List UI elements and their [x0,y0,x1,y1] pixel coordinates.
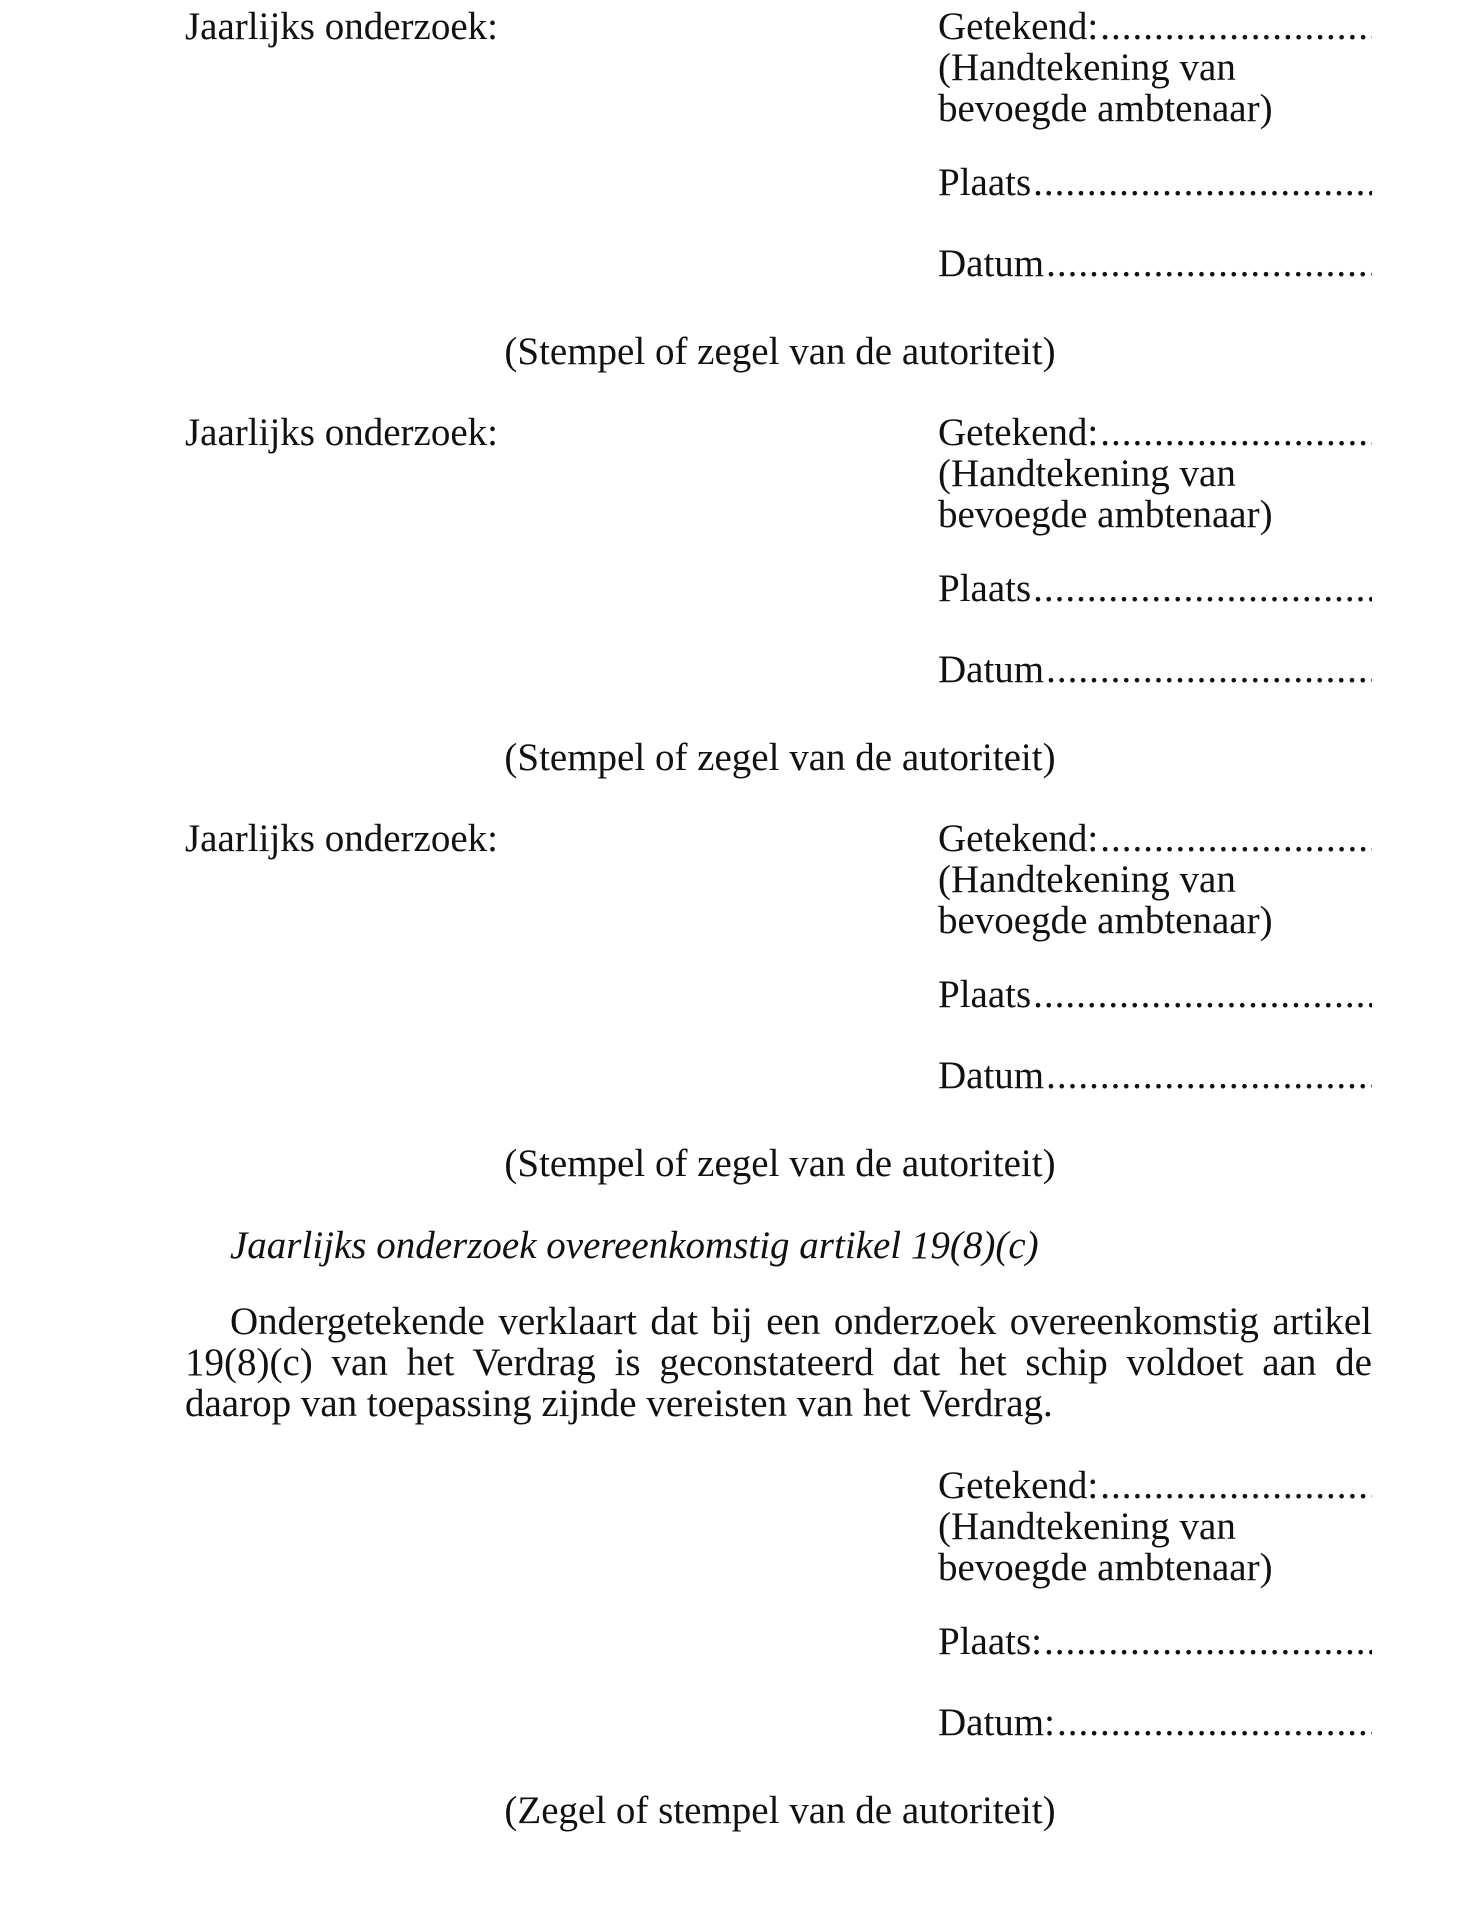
date-label: Datum: [938,1701,1055,1744]
signature-note-line1: (Handtekening van [938,452,1236,495]
declaration-text: Ondergetekende verklaart dat bij een onderzoek overeenkomstig artikel 19(8)(c) van het Verdrag is geconstateerd dat het schip voldoet aan de daarop van toepassing zijnde vereisten van het Verdrag. [185,1300,1372,1425]
date-line [938,1055,1372,1096]
stamp-note: (Stempel of zegel van de autoriteit) [504,330,1056,373]
signature-block [938,818,1372,1096]
place-line [938,974,1372,1015]
place-line [938,162,1372,203]
place-label: Plaats [938,161,1032,204]
place-line [938,568,1372,609]
date-label: Datum [938,1054,1045,1097]
declaration-paragraph [185,1301,1372,1424]
date-line [938,649,1372,690]
date-line [938,1702,1372,1743]
stamp-note: (Stempel of zegel van de autoriteit) [504,736,1056,779]
signature-block [938,1465,1372,1743]
place-line [938,1621,1372,1662]
signature-block [938,412,1372,690]
date-dotted-field[interactable] [1057,1702,1372,1743]
place-label: Plaats: [938,1620,1042,1663]
signature-note-line2: bevoegde ambtenaar) [938,87,1273,130]
signature-block [938,6,1372,284]
signature-dotted-field[interactable] [1100,818,1372,859]
date-line [938,243,1372,284]
signed-line [938,412,1372,453]
signature-note-line1: (Handtekening van [938,46,1236,89]
signed-line [938,1465,1372,1506]
signed-label: Getekend: [938,5,1099,48]
date-dotted-field[interactable] [1046,1055,1372,1096]
section-title: Jaarlijks onderzoek overeenkomstig artikel 19(8)(c) [230,1224,1039,1267]
signed-label: Getekend: [938,411,1099,454]
place-dotted-field[interactable] [1033,568,1372,609]
place-dotted-field[interactable] [1044,1621,1372,1662]
date-label: Datum [938,648,1045,691]
date-dotted-field[interactable] [1046,243,1372,284]
place-label: Plaats [938,567,1032,610]
stamp-note: (Zegel of stempel van de autoriteit) [504,1789,1056,1832]
stamp-note: (Stempel of zegel van de autoriteit) [504,1142,1056,1185]
signature-note-line2: bevoegde ambtenaar) [938,899,1273,942]
signed-line [938,6,1372,47]
signature-note-line1: (Handtekening van [938,858,1236,901]
signature-note-line2: bevoegde ambtenaar) [938,1546,1273,1589]
place-label: Plaats [938,973,1032,1016]
signature-note-line1: (Handtekening van [938,1505,1236,1548]
annual-survey-label: Jaarlijks onderzoek: [185,411,498,454]
signature-dotted-field[interactable] [1100,1465,1372,1506]
signature-note-line2: bevoegde ambtenaar) [938,493,1273,536]
signed-label: Getekend: [938,1464,1099,1507]
signed-line [938,818,1372,859]
annual-survey-label: Jaarlijks onderzoek: [185,817,498,860]
date-label: Datum [938,242,1045,285]
place-dotted-field[interactable] [1033,162,1372,203]
signature-dotted-field[interactable] [1100,6,1372,47]
date-dotted-field[interactable] [1046,649,1372,690]
annual-survey-label: Jaarlijks onderzoek: [185,5,498,48]
signed-label: Getekend: [938,817,1099,860]
place-dotted-field[interactable] [1033,974,1372,1015]
signature-dotted-field[interactable] [1100,412,1372,453]
